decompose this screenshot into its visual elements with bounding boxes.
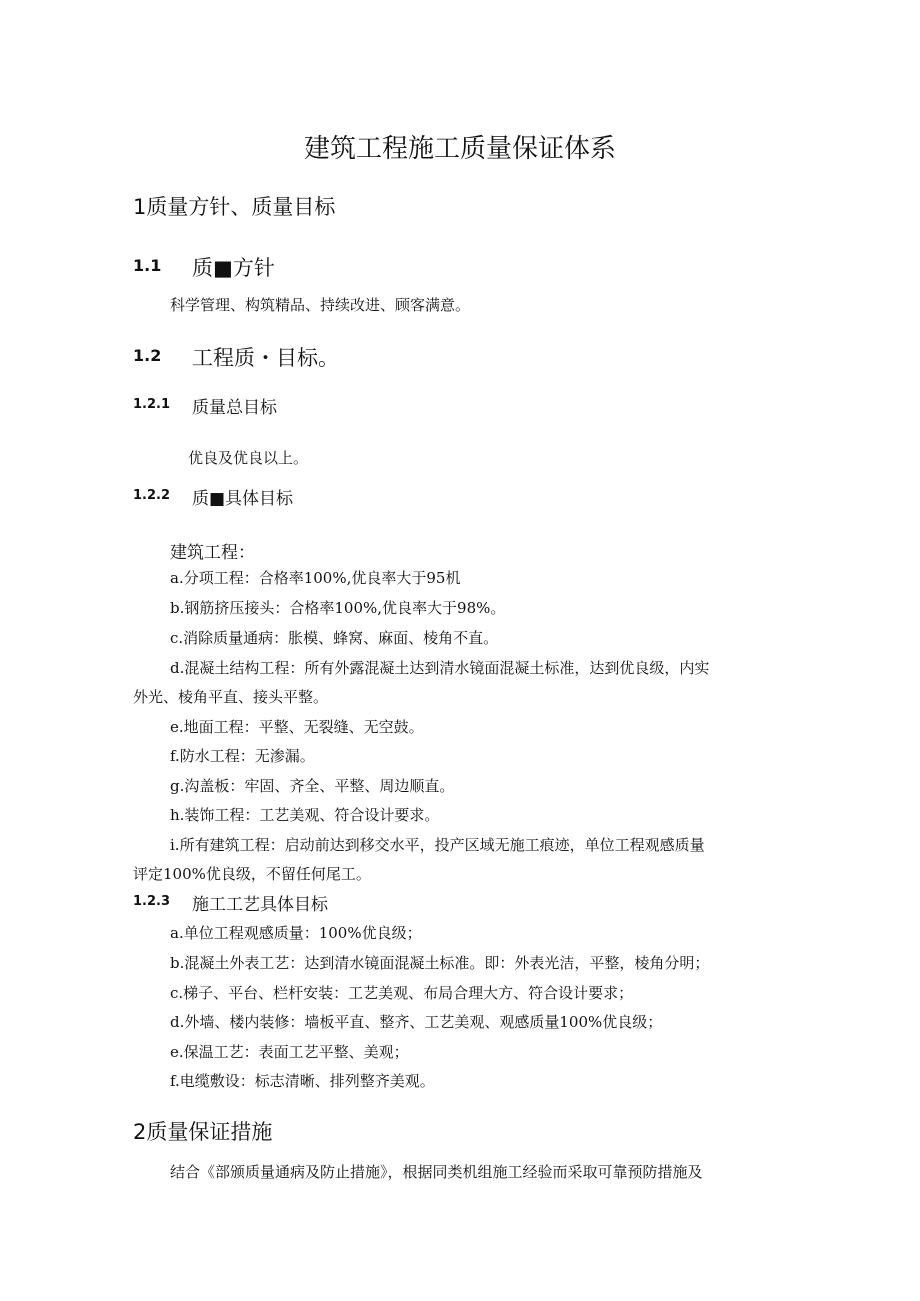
list-item: b.混凝土外表工艺：达到清水镜面混凝土标准。即：外表光洁，平整，棱角分明；: [170, 954, 710, 972]
list-item: g.沟盖板：牢固、齐全、平整、周边顺直。: [170, 777, 455, 795]
list-item: e.保温工艺：表面工艺平整、美观；: [170, 1043, 409, 1061]
list-item: f.防水工程：无渗漏。: [170, 747, 315, 765]
section-1-1-number: 1.1: [133, 256, 162, 275]
section-1-1-heading: 质■方针: [192, 256, 275, 280]
list-item-continuation: 外光、棱角平直、接头平整。: [133, 688, 329, 706]
list-item: f.电缆敷设：标志清晰、排列整齐美观。: [170, 1072, 435, 1090]
list-item: h.装饰工程：工艺美观、符合设计要求。: [170, 806, 440, 824]
section-1-2-heading: 工程质・目标。: [192, 346, 339, 370]
list-item: d.外墙、楼内装修：墙板平直、整齐、工艺美观、观感质量100%优良级；: [170, 1013, 663, 1031]
list-item: b.钢筋挤压接头：合格率100%,优良率大于98%。: [170, 599, 506, 617]
building-works-subheading: 建筑工程：: [170, 543, 255, 563]
section-1-2-2-number: 1.2.2: [133, 488, 171, 503]
list-item: d.混凝土结构工程：所有外露混凝土达到清水镜面混凝土标准，达到优良级，内实: [170, 659, 710, 677]
list-item: a.单位工程观感质量：100%优良级；: [170, 924, 422, 942]
document-title: 建筑工程施工质量保证体系: [303, 134, 616, 164]
section-1-2-3-number: 1.2.3: [133, 894, 171, 909]
section-1-2-1-number: 1.2.1: [133, 397, 171, 412]
section-1-2-1-heading: 质量总目标: [192, 398, 277, 418]
list-item-continuation: 评定100%优良级，不留任何尾工。: [133, 865, 371, 883]
section-1-2-3-heading: 施工工艺具体目标: [192, 895, 328, 915]
section-2-text: 结合《部颁质量通病及防止措施》，根据同类机组施工经验而采取可靠预防措施及: [170, 1163, 703, 1181]
list-item: c.梯子、平台、栏杆安装：工艺美观、布局合理大方、符合设计要求；: [170, 984, 634, 1002]
section-1-2-number: 1.2: [133, 346, 162, 365]
section-1-2-1-text: 优良及优良以上。: [188, 449, 309, 467]
section-1-heading: 1质量方针、质量目标: [133, 195, 336, 219]
section-1-2-2-heading: 质■具体目标: [192, 489, 294, 509]
list-item: e.地面工程：平整、无裂缝、无空鼓。: [170, 718, 424, 736]
list-item: c.消除质量通病：胀模、蜂窝、麻面、棱角不直。: [170, 629, 499, 647]
section-1-1-text: 科学管理、构筑精品、持续改进、顾客满意。: [170, 296, 471, 314]
list-item: i.所有建筑工程：启动前达到移交水平，投产区域无施工痕迹，单位工程观感质量: [170, 836, 705, 854]
list-item: a.分项工程：合格率100%,优良率大于95机: [170, 569, 461, 587]
section-2-heading: 2质量保证措施: [133, 1120, 273, 1144]
